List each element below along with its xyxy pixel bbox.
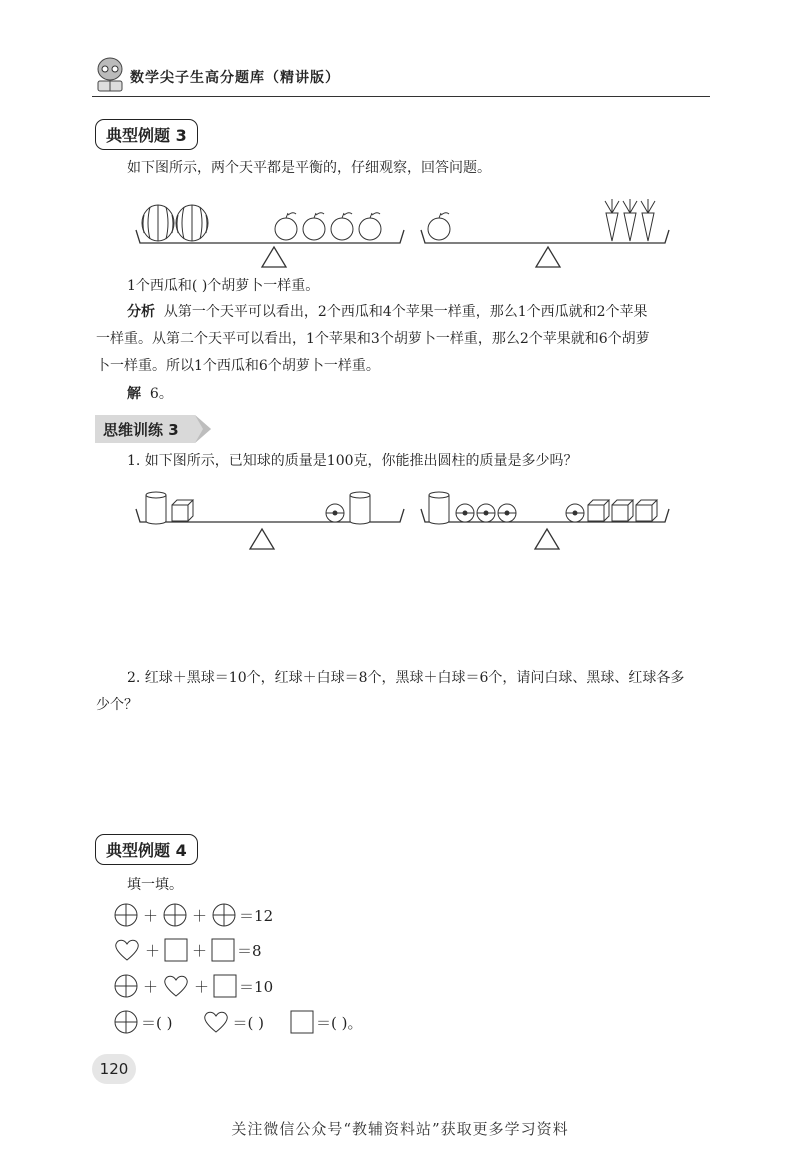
crossed-circle-icon [113, 973, 139, 999]
apple-icon [331, 213, 353, 240]
header-divider [92, 96, 710, 97]
crossed-circle-icon [211, 902, 237, 928]
equation-row-2 [113, 935, 262, 965]
ball-icon [498, 504, 516, 522]
apple-icon [275, 213, 297, 240]
plus-sign: ＋ [143, 977, 159, 996]
training3-q2-line2: 少个？ [96, 697, 138, 713]
cube-icon [172, 500, 193, 521]
cube-icon [612, 500, 633, 521]
example4-title: 典型例题 4 [95, 834, 198, 865]
cube-icon [588, 500, 609, 521]
square-icon [290, 1010, 314, 1034]
apple-icon [303, 213, 325, 240]
balance-cylinder-ball-cube [415, 485, 675, 555]
balance-apple-carrot [415, 195, 675, 270]
mascot-icon [92, 55, 128, 95]
square-icon [213, 974, 237, 998]
ball-icon [477, 504, 495, 522]
apple-icon [359, 213, 381, 240]
balance-watermelon-apple [130, 195, 410, 270]
answer-blank[interactable]: ＝( )。 [315, 1013, 363, 1032]
square-icon [164, 938, 188, 962]
plus-sign: ＋ [143, 906, 159, 925]
heart-icon [162, 973, 190, 999]
analysis-label: 分析 [127, 304, 155, 320]
heart-icon [202, 1009, 230, 1035]
example3-prompt: 如下图所示，两个天平都是平衡的，仔细观察，回答问题。 [127, 160, 491, 176]
cylinder-icon [146, 492, 166, 524]
analysis-text-2: 一样重。从第二个天平可以看出，1个苹果和3个胡萝卜一样重，那么2个苹果就和6个胡萝 [96, 331, 650, 347]
answer-blank[interactable]: ＝( ) [141, 1013, 173, 1032]
balance-cylinder-cube-ball [130, 485, 410, 555]
analysis-line1 [127, 299, 648, 326]
header-title: 数学尖子生高分题库（精讲版） [130, 70, 340, 86]
training3-title: 思维训练 3 [103, 421, 179, 439]
page-number: 120 [92, 1054, 136, 1084]
plus-sign: ＋ [192, 906, 208, 925]
example3-question: 1个西瓜和( )个胡萝卜一样重。 [127, 278, 320, 294]
ball-icon [456, 504, 474, 522]
apple-icon [428, 213, 450, 240]
answer-line [127, 381, 173, 408]
training3-q1: 1. 如下图所示，已知球的质量是100克，你能推出圆柱的质量是多少吗？ [127, 453, 578, 469]
answer-value: 6。 [149, 386, 173, 402]
training3-q2-line1: 2. 红球＋黑球＝10个，红球＋白球＝8个，黑球＋白球＝6个，请问白球、黑球、红球各多 [127, 670, 685, 686]
example4-prompt: 填一填。 [127, 877, 183, 893]
ball-icon [326, 504, 344, 522]
ball-icon [566, 504, 584, 522]
crossed-circle-icon [113, 1009, 139, 1035]
plus-sign: ＋ [145, 941, 161, 960]
watermelon-icon [142, 205, 174, 241]
carrot-icon [623, 199, 637, 241]
answer-blank[interactable]: ＝( ) [232, 1013, 264, 1032]
watermelon-icon [176, 205, 208, 241]
answer-label: 解 [127, 386, 141, 402]
cube-icon [636, 500, 657, 521]
analysis-text-3: 卜一样重。所以1个西瓜和6个胡萝卜一样重。 [96, 358, 380, 374]
example3-title: 典型例题 3 [95, 119, 198, 150]
crossed-circle-icon [162, 902, 188, 928]
cylinder-icon [429, 492, 449, 524]
footer-note: 关注微信公众号“教辅资料站”获取更多学习资料 [231, 1120, 569, 1138]
equation-row-3 [113, 971, 273, 1001]
equation-result: ＝10 [239, 977, 274, 996]
plus-sign: ＋ [194, 977, 210, 996]
answer-row [113, 1007, 362, 1037]
heart-icon [113, 937, 141, 963]
equation-result: ＝8 [237, 941, 262, 960]
square-icon [211, 938, 235, 962]
crossed-circle-icon [113, 902, 139, 928]
cylinder-icon [350, 492, 370, 524]
carrot-icon [605, 199, 619, 241]
equation-row-1 [113, 900, 273, 930]
plus-sign: ＋ [192, 941, 208, 960]
analysis-text-1: 从第一个天平可以看出，2个西瓜和4个苹果一样重，那么1个西瓜就和2个苹果 [163, 304, 648, 320]
carrot-icon [641, 199, 655, 241]
equation-result: ＝12 [239, 906, 274, 925]
